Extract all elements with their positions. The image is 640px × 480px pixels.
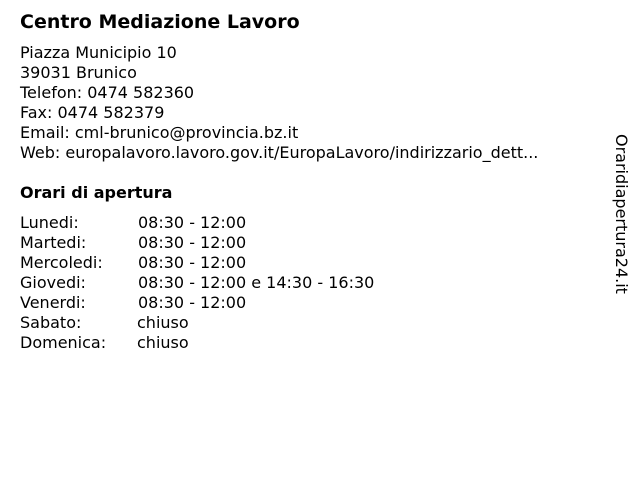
phone-number: Telefon: 0474 582360 bbox=[20, 83, 195, 102]
day-label: Mercoledi: bbox=[20, 253, 103, 272]
brand-watermark: Oraridiapertura24.it bbox=[612, 134, 631, 294]
day-hours: chiuso bbox=[137, 333, 189, 352]
email-address: Email: cml-brunico@provincia.bz.it bbox=[20, 123, 299, 142]
day-hours: 08:30 - 12:00 bbox=[138, 253, 247, 272]
day-hours: 08:30 - 12:00 e 14:30 - 16:30 bbox=[138, 273, 375, 292]
address-street: Piazza Municipio 10 bbox=[20, 43, 177, 62]
address-city: 39031 Brunico bbox=[20, 63, 137, 82]
day-label: Martedi: bbox=[20, 233, 87, 252]
day-label: Giovedi: bbox=[20, 273, 86, 292]
contact-info bbox=[20, 43, 538, 163]
day-label: Domenica: bbox=[20, 333, 107, 352]
day-hours: chiuso bbox=[137, 313, 189, 332]
day-label: Lunedi: bbox=[20, 213, 79, 232]
opening-hours-heading: Orari di apertura bbox=[20, 183, 173, 202]
business-name: Centro Mediazione Lavoro bbox=[20, 11, 300, 33]
day-label: Venerdi: bbox=[20, 293, 86, 312]
day-hours: 08:30 - 12:00 bbox=[138, 213, 247, 232]
day-hours: 08:30 - 12:00 bbox=[138, 233, 247, 252]
website-url: Web: europalavoro.lavoro.gov.it/EuropaLavoro/indirizzario_dett... bbox=[20, 143, 539, 162]
day-label: Sabato: bbox=[20, 313, 82, 332]
fax-number: Fax: 0474 582379 bbox=[20, 103, 165, 122]
day-hours: 08:30 - 12:00 bbox=[138, 293, 247, 312]
